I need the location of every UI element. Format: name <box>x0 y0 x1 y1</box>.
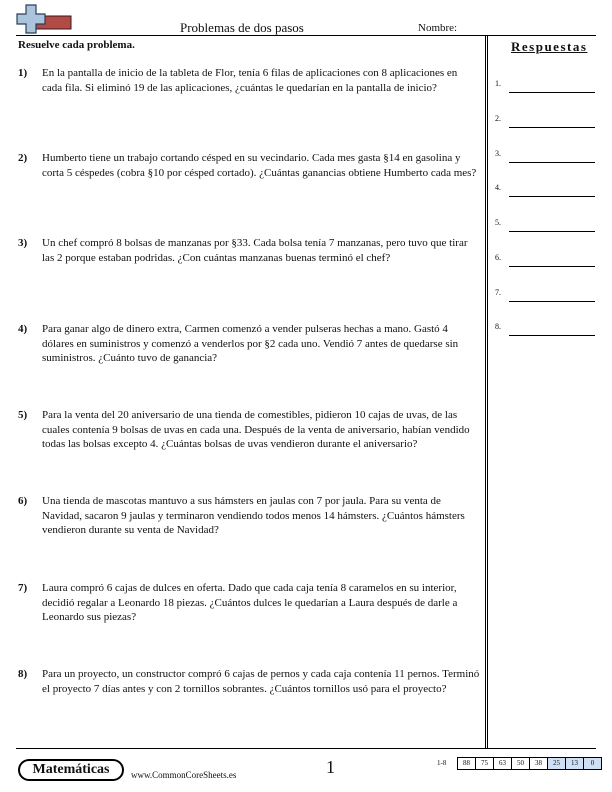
page-number: 1 <box>326 757 335 777</box>
answer-blank[interactable] <box>509 301 595 302</box>
answer-line-8[interactable] <box>495 322 595 336</box>
answer-blank[interactable] <box>509 162 595 163</box>
footer-divider <box>16 748 596 749</box>
answer-number: 8. <box>495 322 501 331</box>
answer-blank[interactable] <box>509 196 595 197</box>
answer-line-3[interactable] <box>495 149 595 163</box>
answer-line-7[interactable] <box>495 288 595 302</box>
problem-1 <box>18 66 480 95</box>
problem-5 <box>18 408 480 452</box>
problem-text: En la pantalla de inicio de la tableta de Flor, tenía 6 filas de aplicaciones con 8 aplicaciones en cada fila. Si eliminó 19 de las aplicaciones, ¿cuántas le quedarían en la pantalla de inicio? <box>42 67 458 94</box>
answer-blank[interactable] <box>509 127 595 128</box>
score-table <box>458 757 602 770</box>
score-cell: 63 <box>493 757 512 770</box>
answer-blank[interactable] <box>509 335 595 336</box>
answer-number: 1. <box>495 79 501 88</box>
answer-blank[interactable] <box>509 231 595 232</box>
answer-line-4[interactable] <box>495 183 595 197</box>
answer-number: 2. <box>495 114 501 123</box>
answer-number: 4. <box>495 183 501 192</box>
problem-number: 4) <box>18 323 28 335</box>
problem-text: Humberto tiene un trabajo cortando césped en su vecindario. Cada mes gasta §14 en gasolina y corta 5 céspedes (cobra §10 por césped cortado). ¿Cuántas ganancias obtiene Humberto cada mes? <box>42 152 477 179</box>
problem-number: 7) <box>18 582 28 594</box>
answer-line-5[interactable] <box>495 218 595 232</box>
instructions: Resuelve cada problema. <box>18 39 135 51</box>
problem-number: 8) <box>18 668 28 680</box>
problem-2 <box>18 151 480 180</box>
score-range-label: 1-8 <box>437 759 447 767</box>
problem-text: Para ganar algo de dinero extra, Carmen comenzó a vender pulseras hechas a mano. Gastó 4 dólares en suministros y comenzó a venderlos por §2 cada uno. Vendió 7 antes de quedarse sin suministros. ¿Cuánto tuvo de ganancia? <box>42 323 459 365</box>
problem-4 <box>18 322 480 366</box>
answer-column-divider <box>485 36 488 748</box>
header-divider <box>16 35 596 36</box>
answer-line-2[interactable] <box>495 114 595 128</box>
problem-text: Para la venta del 20 aniversario de una tienda de comestibles, pidieron 10 cajas de uvas, de las cuales contenía 9 bolsas de uvas en cada una. Después de la venta de aniversario, habían vendido todas las bolsas excepto 4. ¿Cuántas bolsas de uvas vendieron durante el aniversario? <box>42 409 470 451</box>
problem-number: 3) <box>18 237 28 249</box>
score-cell: 75 <box>475 757 494 770</box>
problem-number: 5) <box>18 409 28 421</box>
problem-text: Un chef compró 8 bolsas de manzanas por §33. Cada bolsa tenía 7 manzanas, pero tuvo que tirar las 2 porque estaban podridas. ¿Con cuántas manzanas buenas terminó el chef? <box>42 237 468 264</box>
answer-blank[interactable] <box>509 266 595 267</box>
score-cell: 0 <box>583 757 602 770</box>
score-cell: 25 <box>547 757 566 770</box>
problem-text: Laura compró 6 cajas de dulces en oferta. Dado que cada caja tenía 8 caramelos en su interior, decidió regalar a Leonardo 18 piezas. ¿Cuántos dulces le quedarían a Laura después de darle a Leonardo sus piezas? <box>42 582 458 624</box>
problem-3 <box>18 236 480 265</box>
answer-number: 6. <box>495 253 501 262</box>
website-link[interactable]: www.CommonCoreSheets.es <box>131 770 237 780</box>
answers-heading: Respuestas <box>511 39 588 54</box>
subject-badge <box>18 759 124 781</box>
subject-label: Matemáticas <box>20 761 122 779</box>
answer-number: 5. <box>495 218 501 227</box>
plus-minus-logo-icon <box>16 4 72 38</box>
problem-number: 2) <box>18 152 28 164</box>
worksheet-title: Problemas de dos pasos <box>180 20 304 35</box>
name-label: Nombre: <box>418 22 458 34</box>
answer-blank[interactable] <box>509 92 595 93</box>
score-cell: 50 <box>511 757 530 770</box>
problem-text: Para un proyecto, un constructor compró 6 cajas de pernos y cada caja contenía 11 pernos. Terminó el proyecto 7 días antes y con 2 tornillos sobrantes. ¿Cuántos tornillos usó para el proyecto? <box>42 668 480 695</box>
problem-6 <box>18 494 480 538</box>
score-cell: 38 <box>529 757 548 770</box>
problem-number: 6) <box>18 495 28 507</box>
problem-8 <box>18 667 480 696</box>
answer-line-1[interactable] <box>495 79 595 93</box>
problem-text: Una tienda de mascotas mantuvo a sus hámsters en jaulas con 7 por jaula. Para su venta de Navidad, sacaron 9 jaulas y terminaron vendiendo todos menos 14 hámsters. ¿Cuántos hámsters vendieron durante su venta de Navidad? <box>42 495 465 537</box>
answer-number: 7. <box>495 288 501 297</box>
score-cell: 13 <box>565 757 584 770</box>
answer-line-6[interactable] <box>495 253 595 267</box>
problem-number: 1) <box>18 67 28 79</box>
answer-number: 3. <box>495 149 501 158</box>
score-cell: 88 <box>457 757 476 770</box>
problem-7 <box>18 581 480 625</box>
